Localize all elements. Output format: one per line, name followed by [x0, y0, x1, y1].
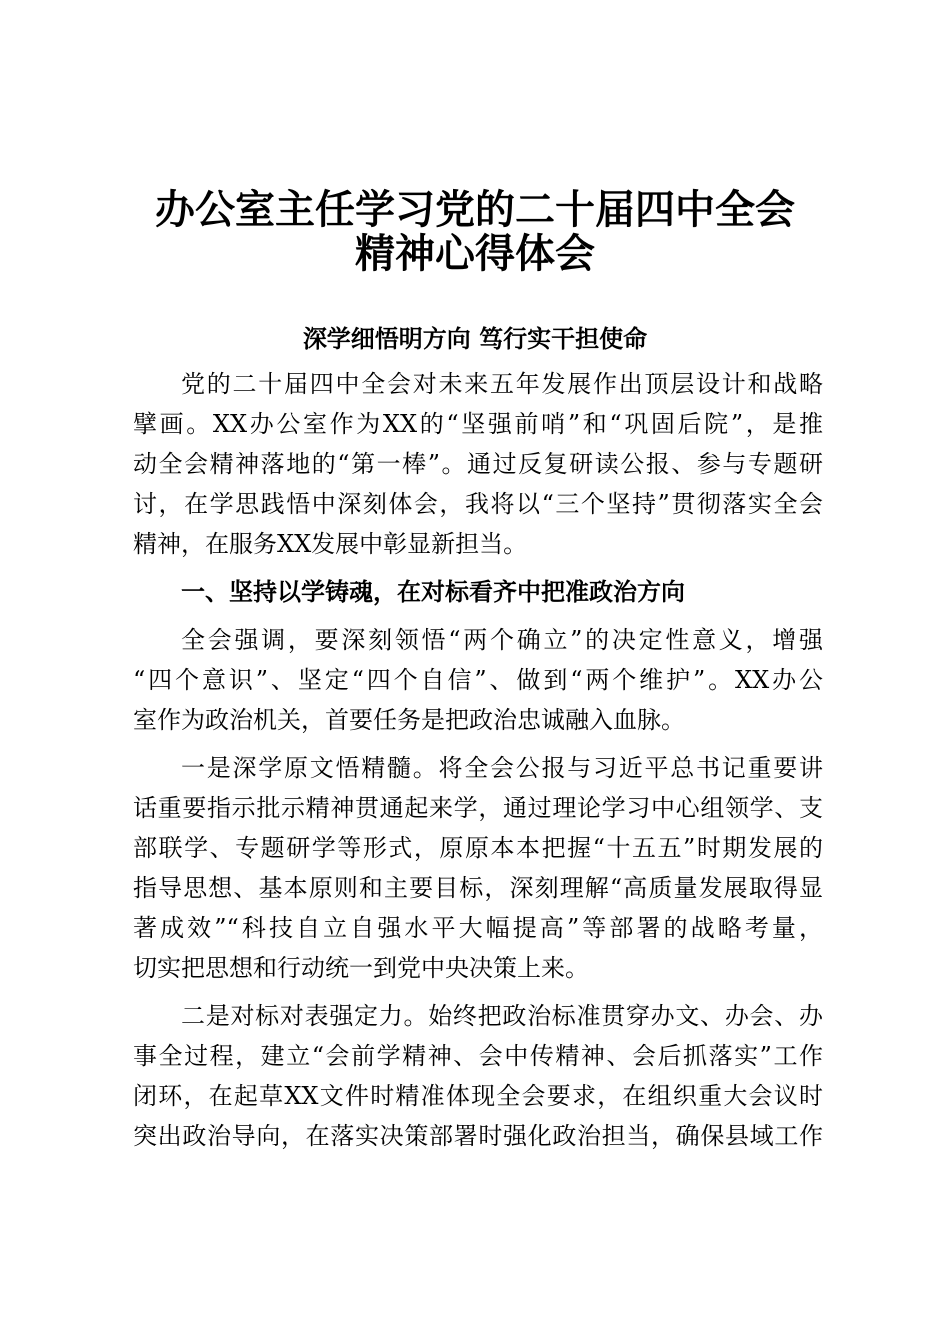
paragraph: [133, 996, 823, 1156]
paragraph: [133, 748, 823, 988]
text-line: 事全过程，建立“会前学精神、会中传精神、会后抓落实”工作: [133, 1042, 823, 1070]
text-line: 指导思想、基本原则和主要目标，深刻理解“高质量发展取得显: [133, 874, 823, 902]
text-line: 突出政治导向，在落实决策部署时强化政治担当，确保县域工作: [133, 1122, 823, 1150]
text-line: 精神，在服务XX发展中彰显新担当。: [133, 530, 528, 558]
paragraph: [133, 620, 823, 740]
text-line: 部联学、专题研学等形式，原原本本把握“十五五”时期发展的: [133, 834, 823, 862]
text-line: 党的二十届四中全会对未来五年发展作出顶层设计和战略: [181, 370, 823, 398]
document-body: [133, 364, 823, 1164]
text-line: 著成效”“科技自立自强水平大幅提高”等部署的战略考量，: [133, 914, 823, 942]
text-line: 切实把思想和行动统一到党中央决策上来。: [133, 954, 589, 982]
document-subtitle: 深学细悟明方向 笃行实干担使命: [302, 324, 648, 353]
text-line: 一、坚持以学铸魂，在对标看齐中把准政治方向: [181, 577, 685, 606]
text-line: 讨，在学思践悟中深刻体会，我将以“三个坚持”贯彻落实全会: [133, 490, 823, 518]
section-heading: [133, 572, 823, 612]
document-title-line-2: 精神心得体会: [355, 230, 595, 277]
text-line: “四个意识”、坚定“四个自信”、做到“两个维护”。XX办公: [133, 666, 823, 694]
text-line: 擘画。XX办公室作为XX的“坚强前哨”和“巩固后院”，是推: [133, 410, 823, 438]
text-line: 话重要指示批示精神贯通起来学，通过理论学习中心组领学、支: [133, 794, 823, 822]
text-line: 动全会精神落地的“第一棒”。通过反复研读公报、参与专题研: [133, 450, 823, 478]
text-line: 全会强调，要深刻领悟“两个确立”的决定性意义，增强: [181, 626, 823, 654]
paragraph: [133, 364, 823, 564]
text-line: 二是对标对表强定力。始终把政治标准贯穿办文、办会、办: [181, 1002, 823, 1030]
text-line: 闭环，在起草XX文件时精准体现全会要求，在组织重大会议时: [133, 1082, 823, 1110]
text-line: 室作为政治机关，首要任务是把政治忠诚融入血脉。: [133, 706, 685, 734]
document-title-line-1: 办公室主任学习党的二十届四中全会: [155, 186, 795, 233]
text-line: 一是深学原文悟精髓。将全会公报与习近平总书记重要讲: [181, 754, 823, 782]
